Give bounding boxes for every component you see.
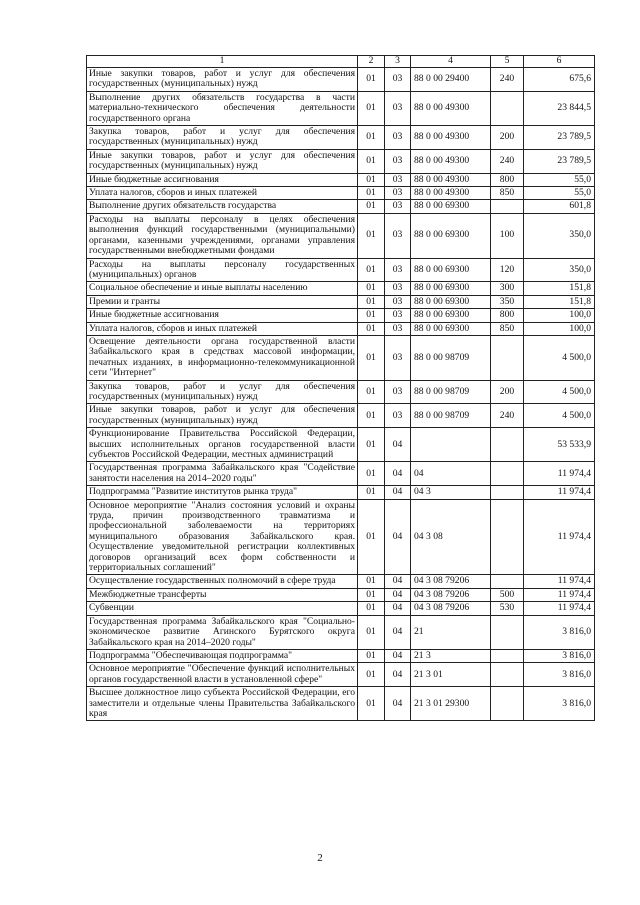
amount-cell: 11 974,4 <box>524 575 595 588</box>
expense-type-code-cell: 530 <box>491 602 524 615</box>
target-item-code-cell: 88 0 00 69300 <box>411 309 491 322</box>
section-code-cell: 01 <box>358 602 385 615</box>
target-item-code-cell: 88 0 00 69300 <box>411 322 491 335</box>
subsection-code-cell: 04 <box>385 462 411 486</box>
section-code-cell: 01 <box>358 322 385 335</box>
expense-name-cell: Межбюджетные трансферты <box>87 588 358 601</box>
expense-type-code-cell <box>491 335 524 380</box>
amount-cell: 675,6 <box>524 68 595 92</box>
target-item-code-cell: 88 0 00 69300 <box>411 200 491 213</box>
section-code-cell: 01 <box>358 91 385 125</box>
amount-cell: 23 789,5 <box>524 126 595 150</box>
target-item-code-cell: 04 3 <box>411 486 491 499</box>
table-row <box>87 68 595 92</box>
expense-type-code-cell: 800 <box>491 309 524 322</box>
expense-name-cell: Осуществление государственных полномочий в сфере труда <box>87 575 358 588</box>
amount-cell: 3 816,0 <box>524 615 595 649</box>
expense-name-cell: Уплата налогов, сборов и иных платежей <box>87 187 358 200</box>
table-row <box>87 687 595 721</box>
table-row <box>87 91 595 125</box>
section-code-cell: 01 <box>358 200 385 213</box>
subsection-code-cell: 03 <box>385 258 411 282</box>
expense-type-code-cell <box>491 462 524 486</box>
column-header: 1 <box>87 56 358 68</box>
section-code-cell: 01 <box>358 68 385 92</box>
amount-cell: 11 974,4 <box>524 588 595 601</box>
expense-name-cell: Освещение деятельности органа государственной власти Забайкальского края в средствах массовой информации, печатных изданиях, в информационно-телекоммуникационной сети "Интернет" <box>87 335 358 380</box>
table-row <box>87 309 595 322</box>
section-code-cell: 01 <box>358 649 385 662</box>
section-code-cell: 01 <box>358 126 385 150</box>
expense-type-code-cell: 850 <box>491 322 524 335</box>
target-item-code-cell: 88 0 00 98709 <box>411 335 491 380</box>
expense-type-code-cell: 240 <box>491 68 524 92</box>
subsection-code-cell: 03 <box>385 173 411 186</box>
expense-name-cell: Иные бюджетные ассигнования <box>87 309 358 322</box>
target-item-code-cell: 88 0 00 49300 <box>411 91 491 125</box>
table-row <box>87 602 595 615</box>
expense-name-cell: Подпрограмма "Обеспечивающая подпрограмма" <box>87 649 358 662</box>
target-item-code-cell: 21 3 01 <box>411 663 491 687</box>
target-item-code-cell: 88 0 00 49300 <box>411 149 491 173</box>
target-item-code-cell: 04 <box>411 462 491 486</box>
expense-type-code-cell <box>491 615 524 649</box>
expense-name-cell: Основное мероприятие "Обеспечение функций исполнительных органов государственной власти в установленной сфере" <box>87 663 358 687</box>
expense-type-code-cell <box>491 200 524 213</box>
expense-type-code-cell: 500 <box>491 588 524 601</box>
table-row <box>87 499 595 575</box>
amount-cell: 11 974,4 <box>524 499 595 575</box>
target-item-code-cell: 21 3 01 29300 <box>411 687 491 721</box>
expense-name-cell: Основное мероприятие "Анализ состояния условий и охраны труда, причин производственного травматизма и профессиональной заболеваемости на территориях муниципального образования Забайкальского края. Осуществление уведомительной регистрации коллективных договоров организаций всех форм собственности и территориальных соглашений" <box>87 499 358 575</box>
amount-cell: 3 816,0 <box>524 649 595 662</box>
subsection-code-cell: 04 <box>385 499 411 575</box>
table-header-row <box>87 56 595 68</box>
section-code-cell: 01 <box>358 258 385 282</box>
section-code-cell: 01 <box>358 499 385 575</box>
table-row <box>87 258 595 282</box>
table-row <box>87 200 595 213</box>
page-number: 2 <box>317 852 323 864</box>
target-item-code-cell: 88 0 00 98709 <box>411 380 491 404</box>
target-item-code-cell: 88 0 00 49300 <box>411 126 491 150</box>
section-code-cell: 01 <box>358 687 385 721</box>
table-row <box>87 404 595 428</box>
subsection-code-cell: 03 <box>385 282 411 295</box>
expense-name-cell: Иные закупки товаров, работ и услуг для обеспечения государственных (муниципальных) нужд <box>87 68 358 92</box>
expense-type-code-cell: 100 <box>491 213 524 258</box>
target-item-code-cell: 21 <box>411 615 491 649</box>
section-code-cell: 01 <box>358 588 385 601</box>
expense-type-code-cell <box>491 428 524 462</box>
expense-type-code-cell: 800 <box>491 173 524 186</box>
target-item-code-cell: 88 0 00 69300 <box>411 282 491 295</box>
expense-type-code-cell: 350 <box>491 295 524 308</box>
subsection-code-cell: 04 <box>385 428 411 462</box>
amount-cell: 350,0 <box>524 213 595 258</box>
expense-type-code-cell: 200 <box>491 126 524 150</box>
expense-type-code-cell: 240 <box>491 149 524 173</box>
column-header: 4 <box>411 56 491 68</box>
expense-name-cell: Премии и гранты <box>87 295 358 308</box>
subsection-code-cell: 04 <box>385 602 411 615</box>
subsection-code-cell: 03 <box>385 295 411 308</box>
target-item-code-cell: 04 3 08 <box>411 499 491 575</box>
amount-cell: 4 500,0 <box>524 335 595 380</box>
table-row <box>87 173 595 186</box>
amount-cell: 601,8 <box>524 200 595 213</box>
table-row <box>87 428 595 462</box>
subsection-code-cell: 04 <box>385 588 411 601</box>
subsection-code-cell: 03 <box>385 187 411 200</box>
expense-type-code-cell: 240 <box>491 404 524 428</box>
expense-name-cell: Функционирование Правительства Российской Федерации, высших исполнительных органов государственной власти субъектов Российской Федерации, местных администраций <box>87 428 358 462</box>
expense-name-cell: Расходы на выплаты персоналу в целях обеспечения выполнения функций государственными (муниципальными) органами, казенными учреждениями, органами управления государственными внебюджетными фондами <box>87 213 358 258</box>
section-code-cell: 01 <box>358 404 385 428</box>
expense-type-code-cell <box>491 663 524 687</box>
table-row <box>87 282 595 295</box>
column-header: 6 <box>524 56 595 68</box>
section-code-cell: 01 <box>358 486 385 499</box>
amount-cell: 350,0 <box>524 258 595 282</box>
section-code-cell: 01 <box>358 380 385 404</box>
subsection-code-cell: 04 <box>385 486 411 499</box>
expense-type-code-cell <box>491 687 524 721</box>
section-code-cell: 01 <box>358 309 385 322</box>
expense-name-cell: Высшее должностное лицо субъекта Российской Федерации, его заместители и отдельные члены Правительства Забайкальского края <box>87 687 358 721</box>
table-row <box>87 663 595 687</box>
expense-type-code-cell <box>491 575 524 588</box>
expense-type-code-cell: 850 <box>491 187 524 200</box>
table-row <box>87 126 595 150</box>
expense-name-cell: Выполнение других обязательств государства в части материально-технического обеспечения деятельности государственного органа <box>87 91 358 125</box>
expense-name-cell: Выполнение других обязательств государства <box>87 200 358 213</box>
table-row <box>87 615 595 649</box>
expense-name-cell: Закупка товаров, работ и услуг для обеспечения государственных (муниципальных) нужд <box>87 126 358 150</box>
subsection-code-cell: 03 <box>385 213 411 258</box>
table-row <box>87 187 595 200</box>
expense-name-cell: Расходы на выплаты персоналу государственных (муниципальных) органов <box>87 258 358 282</box>
expense-name-cell: Субвенции <box>87 602 358 615</box>
table-row <box>87 322 595 335</box>
subsection-code-cell: 04 <box>385 649 411 662</box>
subsection-code-cell: 04 <box>385 615 411 649</box>
section-code-cell: 01 <box>358 335 385 380</box>
section-code-cell: 01 <box>358 575 385 588</box>
subsection-code-cell: 04 <box>385 663 411 687</box>
expense-type-code-cell: 300 <box>491 282 524 295</box>
section-code-cell: 01 <box>358 462 385 486</box>
target-item-code-cell: 88 0 00 29400 <box>411 68 491 92</box>
subsection-code-cell: 03 <box>385 126 411 150</box>
section-code-cell: 01 <box>358 149 385 173</box>
expense-name-cell: Государственная программа Забайкальского края "Содействие занятости населения на 2014–2020 годы" <box>87 462 358 486</box>
expense-type-code-cell <box>491 649 524 662</box>
target-item-code-cell: 88 0 00 69300 <box>411 258 491 282</box>
column-header: 3 <box>385 56 411 68</box>
expense-type-code-cell: 200 <box>491 380 524 404</box>
amount-cell: 151,8 <box>524 295 595 308</box>
expense-name-cell: Иные закупки товаров, работ и услуг для обеспечения государственных (муниципальных) нужд <box>87 404 358 428</box>
subsection-code-cell: 03 <box>385 335 411 380</box>
subsection-code-cell: 03 <box>385 68 411 92</box>
amount-cell: 23 789,5 <box>524 149 595 173</box>
table-row <box>87 462 595 486</box>
expense-name-cell: Социальное обеспечение и иные выплаты населению <box>87 282 358 295</box>
section-code-cell: 01 <box>358 615 385 649</box>
target-item-code-cell: 04 3 08 79206 <box>411 588 491 601</box>
section-code-cell: 01 <box>358 187 385 200</box>
subsection-code-cell: 03 <box>385 91 411 125</box>
subsection-code-cell: 04 <box>385 575 411 588</box>
table-row <box>87 575 595 588</box>
subsection-code-cell: 04 <box>385 687 411 721</box>
target-item-code-cell: 88 0 00 69300 <box>411 295 491 308</box>
expense-name-cell: Иные бюджетные ассигнования <box>87 173 358 186</box>
subsection-code-cell: 03 <box>385 322 411 335</box>
table-row <box>87 149 595 173</box>
subsection-code-cell: 03 <box>385 200 411 213</box>
amount-cell: 55,0 <box>524 187 595 200</box>
column-header: 5 <box>491 56 524 68</box>
amount-cell: 151,8 <box>524 282 595 295</box>
target-item-code-cell: 21 3 <box>411 649 491 662</box>
amount-cell: 11 974,4 <box>524 462 595 486</box>
amount-cell: 4 500,0 <box>524 404 595 428</box>
subsection-code-cell: 03 <box>385 309 411 322</box>
subsection-code-cell: 03 <box>385 149 411 173</box>
amount-cell: 100,0 <box>524 309 595 322</box>
amount-cell: 55,0 <box>524 173 595 186</box>
amount-cell: 3 816,0 <box>524 663 595 687</box>
target-item-code-cell: 04 3 08 79206 <box>411 602 491 615</box>
section-code-cell: 01 <box>358 295 385 308</box>
subsection-code-cell: 03 <box>385 404 411 428</box>
section-code-cell: 01 <box>358 173 385 186</box>
amount-cell: 11 974,4 <box>524 602 595 615</box>
expense-name-cell: Государственная программа Забайкальского края "Социально-экономическое развитие Агинского Бурятского округа Забайкальского края на 2014–2020 годы" <box>87 615 358 649</box>
table-row <box>87 335 595 380</box>
column-header: 2 <box>358 56 385 68</box>
table-row <box>87 380 595 404</box>
amount-cell: 4 500,0 <box>524 380 595 404</box>
expense-name-cell: Уплата налогов, сборов и иных платежей <box>87 322 358 335</box>
amount-cell: 53 533,9 <box>524 428 595 462</box>
budget-table <box>86 55 595 721</box>
target-item-code-cell <box>411 428 491 462</box>
amount-cell: 23 844,5 <box>524 91 595 125</box>
table-row <box>87 588 595 601</box>
section-code-cell: 01 <box>358 213 385 258</box>
table-row <box>87 486 595 499</box>
target-item-code-cell: 04 3 08 79206 <box>411 575 491 588</box>
amount-cell: 11 974,4 <box>524 486 595 499</box>
target-item-code-cell: 88 0 00 49300 <box>411 173 491 186</box>
expense-type-code-cell <box>491 486 524 499</box>
expense-type-code-cell: 120 <box>491 258 524 282</box>
subsection-code-cell: 03 <box>385 380 411 404</box>
amount-cell: 100,0 <box>524 322 595 335</box>
section-code-cell: 01 <box>358 282 385 295</box>
amount-cell: 3 816,0 <box>524 687 595 721</box>
section-code-cell: 01 <box>358 428 385 462</box>
table-row <box>87 295 595 308</box>
expense-name-cell: Иные закупки товаров, работ и услуг для обеспечения государственных (муниципальных) нужд <box>87 149 358 173</box>
table-row <box>87 213 595 258</box>
expense-type-code-cell <box>491 499 524 575</box>
expense-name-cell: Подпрограмма "Развитие институтов рынка труда" <box>87 486 358 499</box>
expense-name-cell: Закупка товаров, работ и услуг для обеспечения государственных (муниципальных) нужд <box>87 380 358 404</box>
target-item-code-cell: 88 0 00 49300 <box>411 187 491 200</box>
table-row <box>87 649 595 662</box>
target-item-code-cell: 88 0 00 69300 <box>411 213 491 258</box>
expense-type-code-cell <box>491 91 524 125</box>
target-item-code-cell: 88 0 00 98709 <box>411 404 491 428</box>
section-code-cell: 01 <box>358 663 385 687</box>
